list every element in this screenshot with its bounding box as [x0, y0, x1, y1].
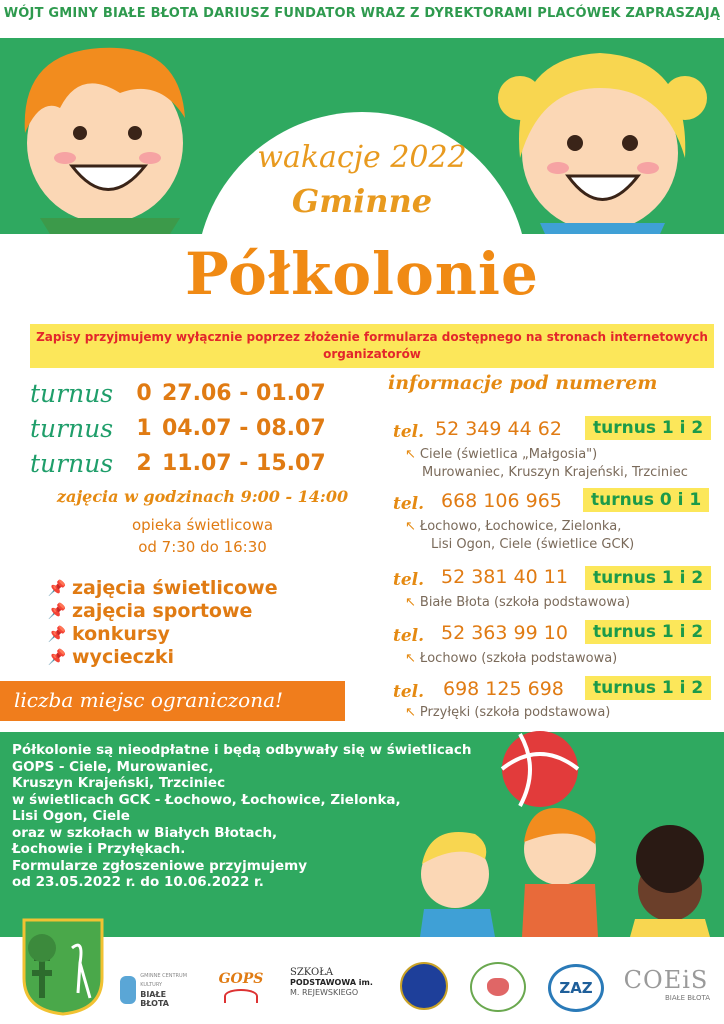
- activity-item: [48, 576, 278, 600]
- phone-location: [405, 446, 688, 482]
- boy-illustration: [0, 38, 230, 234]
- heart-icon: [224, 989, 258, 1003]
- turnus-badge: turnus 1 i 2: [585, 676, 711, 700]
- school-type: PODSTAWOWA im.: [290, 978, 373, 987]
- turnus-number: 0: [136, 380, 152, 406]
- turnus-row: [30, 447, 360, 479]
- tel-label: tel.: [393, 682, 425, 702]
- return-arrow-icon: ↖: [405, 447, 416, 462]
- care-line-1: opieka świetlicowa: [131, 516, 274, 534]
- turnus-label: turnus: [30, 413, 114, 443]
- coat-of-arms-logo: [22, 918, 104, 1016]
- phone-number: 52 363 99 10: [441, 622, 568, 644]
- phone-entry: [393, 488, 713, 560]
- gck-mark-icon: [120, 976, 136, 1004]
- enrollment-notice: Zapisy przyjmujemy wyłącznie poprzez złożenie formularza dostępnego na stronach internetowych organizatorów: [30, 324, 714, 368]
- gck-small-text: GMINNE CENTRUM KULTURY: [140, 973, 188, 988]
- pushpin-icon: 📌: [47, 579, 67, 597]
- location-line: Murowaniec, Kruszyn Krajeński, Trzciniec: [422, 465, 688, 480]
- phone-entry: [393, 564, 713, 614]
- coeis-sub: BIAŁE BŁOTA: [664, 994, 710, 1002]
- pushpin-icon: 📌: [47, 648, 67, 666]
- gops-text: GOPS: [218, 971, 264, 987]
- phone-number: 52 381 40 11: [441, 566, 568, 588]
- kids-with-ball-illustration: [400, 724, 724, 937]
- phone-number: 698 125 698: [443, 678, 564, 700]
- school-przyleki-logo: [470, 962, 526, 1012]
- turnus-dates: 04.07 - 08.07: [162, 415, 326, 441]
- location-line: Przyłęki (szkoła podstawowa): [419, 705, 611, 720]
- main-title: Półkolonie: [185, 240, 539, 308]
- activity-label: zajęcia świetlicowe: [72, 577, 278, 599]
- gminne-title: Gminne: [291, 182, 433, 220]
- turnus-row: [30, 412, 360, 444]
- wakacje-title: wakacje 2022: [257, 140, 467, 175]
- school-label: SZKOŁA: [290, 967, 334, 978]
- return-arrow-icon: ↖: [405, 595, 416, 610]
- location-line: Ciele (świetlica „Małgosia"): [419, 447, 598, 462]
- phone-location: [405, 518, 634, 554]
- phone-location: [405, 650, 617, 668]
- phone-location: [405, 704, 610, 722]
- turnus-number: 2: [136, 450, 152, 476]
- phone-entry: [393, 416, 713, 488]
- location-line: Lisi Ogon, Ciele (świetlice GCK): [431, 537, 635, 552]
- pushpin-icon: 📌: [47, 602, 67, 620]
- turnus-badge: turnus 1 i 2: [585, 416, 711, 440]
- turnus-label: turnus: [30, 448, 114, 478]
- care-line-2: od 7:30 do 16:30: [138, 538, 267, 556]
- info-heading: informacje pod numerem: [388, 372, 658, 394]
- pushpin-icon: 📌: [47, 625, 67, 643]
- tel-label: tel.: [393, 494, 425, 514]
- turnus-number: 1: [136, 415, 152, 441]
- zaz-logo: ZAZ: [548, 964, 604, 1012]
- care-info: [30, 514, 375, 558]
- activity-label: konkursy: [72, 623, 170, 645]
- activity-label: wycieczki: [72, 646, 175, 668]
- phone-location: [405, 594, 630, 612]
- turnus-badge: turnus 1 i 2: [585, 620, 711, 644]
- activity-item: [48, 645, 174, 669]
- hours-text: zajęcia w godzinach 9:00 - 14:00: [56, 487, 349, 506]
- return-arrow-icon: ↖: [405, 651, 416, 666]
- phone-entry: [393, 620, 713, 670]
- school-rejewski-logo: [290, 968, 380, 998]
- phone-number: 52 349 44 62: [435, 418, 562, 440]
- turnus-dates: 27.06 - 01.07: [162, 380, 326, 406]
- activity-item: [48, 622, 170, 646]
- phone-entry: [393, 676, 713, 726]
- return-arrow-icon: ↖: [405, 519, 416, 534]
- coeis-logo: [616, 966, 716, 1002]
- location-line: Łochowo (szkoła podstawowa): [419, 651, 618, 666]
- gops-logo: [212, 968, 270, 1010]
- school-lochowo-logo: [400, 962, 448, 1010]
- coeis-text: COEiS: [623, 966, 709, 994]
- activity-item: [48, 599, 252, 623]
- phone-number: 668 106 965: [441, 490, 562, 512]
- ladybug-icon: [487, 978, 509, 996]
- girl-illustration: [480, 38, 724, 234]
- tel-label: tel.: [393, 422, 425, 442]
- turnus-label: turnus: [30, 378, 114, 408]
- turnus-dates: 11.07 - 15.07: [162, 450, 326, 476]
- location-line: Białe Błota (szkoła podstawowa): [419, 595, 631, 610]
- activity-label: zajęcia sportowe: [72, 600, 253, 622]
- tel-label: tel.: [393, 570, 425, 590]
- turnus-row: [30, 377, 360, 409]
- return-arrow-icon: ↖: [405, 705, 416, 720]
- tel-label: tel.: [393, 626, 425, 646]
- school-patron: M. REJEWSKIEGO: [290, 988, 359, 997]
- gck-main-text: BIAŁE BŁOTA: [140, 990, 169, 1008]
- limited-places-banner: liczba miejsc ograniczona!: [0, 681, 345, 721]
- turnus-badge: turnus 1 i 2: [585, 566, 711, 590]
- location-line: Łochowo, Łochowice, Zielonka,: [419, 519, 622, 534]
- gck-logo: [120, 972, 192, 1008]
- venues-description: Półkolonie są nieodpłatne i będą odbywały się w świetlicach GOPS - Ciele, Murowaniec, Kruszyn Krajeński, Trzciniec w świetlicach GCK - Łochowo, Łochowice, Zielonka, Lisi Ogon, Ciele oraz w szkołach w Białych Błotach, Łochowie i Przyłękach. Formularze zgłoszeniowe przyjmujemy od 23.05.2022 r. do 10.06.2022 r.: [12, 742, 472, 890]
- turnus-badge: turnus 0 i 1: [583, 488, 709, 512]
- organizer-invitation: WÓJT GMINY BIAŁE BŁOTA DARIUSZ FUNDATOR WRAZ Z DYREKTORAMI PLACÓWEK ZAPRASZAJĄ: [3, 6, 721, 21]
